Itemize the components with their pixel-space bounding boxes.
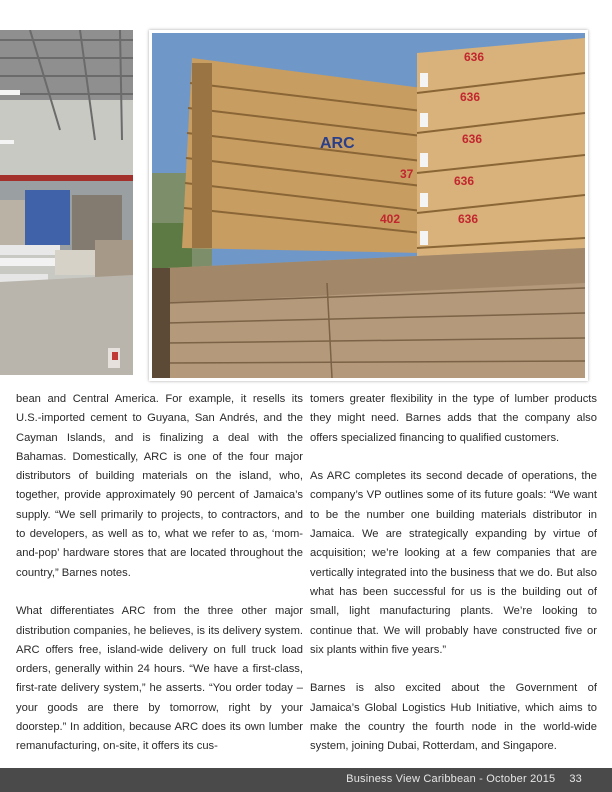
paragraph: tomers greater flexibility in the type of lumber products they might need. Barnes adds that the company also offers specialized financing to qualified customers. [310,393,597,444]
article-column-left [16,390,303,757]
page-footer [0,768,612,792]
lumber-photo [149,30,588,381]
marking-636-a: 636 [464,50,485,64]
article-column-right [310,390,597,757]
publication-name: Business View Caribbean - October 2015 [346,773,556,785]
marking-37: 37 [400,167,414,181]
warehouse-photo [0,30,133,375]
marking-402: 402 [380,212,401,226]
paragraph: bean and Central America. For example, it resells its U.S.-imported cement to Guyana, San Andrés, and the Cayman Islands, and is finalizing a deal with the Bahamas. Domestically, ARC is one of the four major distributors of building materials on the island, who, together, provide approximately 90 percent of Jamaica’s supply. “We sell primarily to projects, to contractors, and to developers, as well as to, what we refer to as, ‘mom-and-pop’ hardware stores that are located throughout the country,” Barnes notes. [16,393,303,579]
marking-636-e: 636 [458,212,479,226]
marking-636-d: 636 [454,174,475,188]
page-number: 33 [569,773,582,785]
marking-636-b: 636 [460,90,481,104]
paragraph: As ARC completes its second decade of operations, the company’s VP outlines some of its future goals: “We want to be the number one building materials distributor in Jamaica. We are strategically expanding by virtue of acquisition; we’re looking at a few companies that are vertically integrated into the business that we do. But also what has been successful for us is the building out of small, light manufacturing plants. We’re looking to continue that. We will probably have constructed five or six plants within five years.” [310,470,597,656]
paragraph: What differentiates ARC from the three other major distribution companies, he believes, is its delivery system. ARC offers free, island-wide delivery on full truck load orders, generally within 24 hours. “We have a first-class, first-rate delivery system,” he asserts. “You order today – your goods are there by tomorrow, right by your doorstep.” In addition, because ARC does its own lumber remanufacturing, on-site, it offers its cus- [16,605,303,753]
marking-arc: ARC [320,135,355,152]
marking-636-c: 636 [462,132,483,146]
paragraph: Barnes is also excited about the Government of Jamaica’s Global Logistics Hub Initiative, which aims to make the country the fourth node in the world-wide system, joining Dubai, Rotterdam, and Singapore. [310,682,597,753]
